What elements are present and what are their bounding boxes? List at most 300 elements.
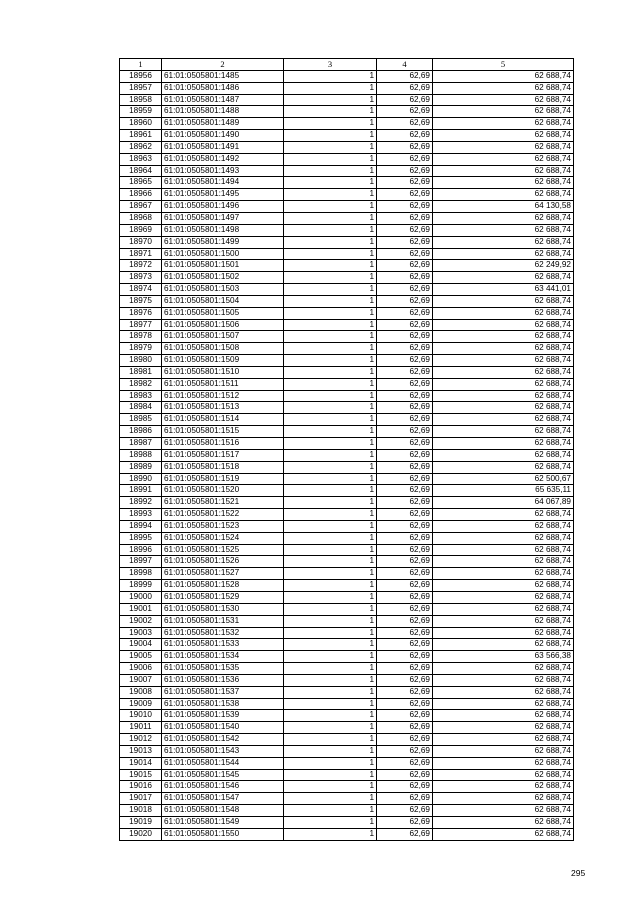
cadastral-number-cell: 61:01:0505801:1492 bbox=[162, 153, 284, 165]
table-row bbox=[120, 177, 574, 189]
count-cell: 1 bbox=[284, 568, 377, 580]
table-row bbox=[120, 757, 574, 769]
cadastral-number-cell: 61:01:0505801:1543 bbox=[162, 745, 284, 757]
area-cell: 62,69 bbox=[377, 130, 433, 142]
cadastral-number-cell: 61:01:0505801:1494 bbox=[162, 177, 284, 189]
table-row bbox=[120, 603, 574, 615]
row-number-cell: 18961 bbox=[120, 130, 162, 142]
table-row bbox=[120, 509, 574, 521]
area-cell: 62,69 bbox=[377, 272, 433, 284]
row-number-cell: 19005 bbox=[120, 651, 162, 663]
cadastral-number-cell: 61:01:0505801:1505 bbox=[162, 307, 284, 319]
table-row bbox=[120, 639, 574, 651]
table-row bbox=[120, 580, 574, 592]
cadastral-number-cell: 61:01:0505801:1512 bbox=[162, 390, 284, 402]
table-row bbox=[120, 520, 574, 532]
table-row bbox=[120, 141, 574, 153]
area-cell: 62,69 bbox=[377, 544, 433, 556]
row-number-cell: 19016 bbox=[120, 781, 162, 793]
cadastral-number-cell: 61:01:0505801:1521 bbox=[162, 497, 284, 509]
count-cell: 1 bbox=[284, 793, 377, 805]
value-cell: 62 688,74 bbox=[433, 568, 574, 580]
value-cell: 62 688,74 bbox=[433, 817, 574, 829]
value-cell: 62 249,92 bbox=[433, 260, 574, 272]
area-cell: 62,69 bbox=[377, 520, 433, 532]
table-row bbox=[120, 260, 574, 272]
table-row bbox=[120, 734, 574, 746]
count-cell: 1 bbox=[284, 461, 377, 473]
area-cell: 62,69 bbox=[377, 414, 433, 426]
table-row bbox=[120, 307, 574, 319]
table-header-row bbox=[120, 59, 574, 71]
area-cell: 62,69 bbox=[377, 94, 433, 106]
cadastral-number-cell: 61:01:0505801:1509 bbox=[162, 355, 284, 367]
row-number-cell: 18995 bbox=[120, 532, 162, 544]
count-cell: 1 bbox=[284, 828, 377, 840]
count-cell: 1 bbox=[284, 485, 377, 497]
count-cell: 1 bbox=[284, 663, 377, 675]
value-cell: 62 688,74 bbox=[433, 580, 574, 592]
value-cell: 62 688,74 bbox=[433, 722, 574, 734]
table-row bbox=[120, 355, 574, 367]
registry-table bbox=[119, 58, 574, 841]
row-number-cell: 18964 bbox=[120, 165, 162, 177]
value-cell: 62 688,74 bbox=[433, 615, 574, 627]
table-row bbox=[120, 201, 574, 213]
table-row bbox=[120, 319, 574, 331]
table-body bbox=[120, 70, 574, 840]
cadastral-number-cell: 61:01:0505801:1510 bbox=[162, 366, 284, 378]
value-cell: 62 688,74 bbox=[433, 674, 574, 686]
value-cell: 63 441,01 bbox=[433, 284, 574, 296]
row-number-cell: 19001 bbox=[120, 603, 162, 615]
count-cell: 1 bbox=[284, 212, 377, 224]
area-cell: 62,69 bbox=[377, 378, 433, 390]
count-cell: 1 bbox=[284, 295, 377, 307]
cadastral-number-cell: 61:01:0505801:1533 bbox=[162, 639, 284, 651]
row-number-cell: 19015 bbox=[120, 769, 162, 781]
count-cell: 1 bbox=[284, 509, 377, 521]
cadastral-number-cell: 61:01:0505801:1547 bbox=[162, 793, 284, 805]
cadastral-number-cell: 61:01:0505801:1536 bbox=[162, 674, 284, 686]
cadastral-number-cell: 61:01:0505801:1511 bbox=[162, 378, 284, 390]
count-cell: 1 bbox=[284, 94, 377, 106]
area-cell: 62,69 bbox=[377, 319, 433, 331]
count-cell: 1 bbox=[284, 130, 377, 142]
row-number-cell: 18978 bbox=[120, 331, 162, 343]
area-cell: 62,69 bbox=[377, 793, 433, 805]
cadastral-number-cell: 61:01:0505801:1529 bbox=[162, 591, 284, 603]
value-cell: 62 688,74 bbox=[433, 355, 574, 367]
count-cell: 1 bbox=[284, 260, 377, 272]
count-cell: 1 bbox=[284, 165, 377, 177]
table-row bbox=[120, 485, 574, 497]
value-cell: 62 688,74 bbox=[433, 272, 574, 284]
row-number-cell: 18976 bbox=[120, 307, 162, 319]
cadastral-number-cell: 61:01:0505801:1518 bbox=[162, 461, 284, 473]
row-number-cell: 18999 bbox=[120, 580, 162, 592]
row-number-cell: 18989 bbox=[120, 461, 162, 473]
count-cell: 1 bbox=[284, 189, 377, 201]
value-cell: 62 688,74 bbox=[433, 461, 574, 473]
value-cell: 62 688,74 bbox=[433, 805, 574, 817]
area-cell: 62,69 bbox=[377, 236, 433, 248]
cadastral-number-cell: 61:01:0505801:1548 bbox=[162, 805, 284, 817]
cadastral-number-cell: 61:01:0505801:1540 bbox=[162, 722, 284, 734]
column-header: 2 bbox=[162, 59, 284, 71]
count-cell: 1 bbox=[284, 698, 377, 710]
count-cell: 1 bbox=[284, 639, 377, 651]
count-cell: 1 bbox=[284, 615, 377, 627]
value-cell: 62 688,74 bbox=[433, 177, 574, 189]
row-number-cell: 18968 bbox=[120, 212, 162, 224]
table-row bbox=[120, 769, 574, 781]
row-number-cell: 18991 bbox=[120, 485, 162, 497]
count-cell: 1 bbox=[284, 544, 377, 556]
table-row bbox=[120, 817, 574, 829]
row-number-cell: 18985 bbox=[120, 414, 162, 426]
column-header: 5 bbox=[433, 59, 574, 71]
cadastral-number-cell: 61:01:0505801:1528 bbox=[162, 580, 284, 592]
area-cell: 62,69 bbox=[377, 674, 433, 686]
area-cell: 62,69 bbox=[377, 497, 433, 509]
column-header: 4 bbox=[377, 59, 433, 71]
table-row bbox=[120, 189, 574, 201]
area-cell: 62,69 bbox=[377, 165, 433, 177]
cadastral-number-cell: 61:01:0505801:1523 bbox=[162, 520, 284, 532]
area-cell: 62,69 bbox=[377, 355, 433, 367]
area-cell: 62,69 bbox=[377, 769, 433, 781]
value-cell: 62 688,74 bbox=[433, 686, 574, 698]
count-cell: 1 bbox=[284, 556, 377, 568]
row-number-cell: 19009 bbox=[120, 698, 162, 710]
area-cell: 62,69 bbox=[377, 627, 433, 639]
cadastral-number-cell: 61:01:0505801:1499 bbox=[162, 236, 284, 248]
cadastral-number-cell: 61:01:0505801:1496 bbox=[162, 201, 284, 213]
value-cell: 62 688,74 bbox=[433, 307, 574, 319]
count-cell: 1 bbox=[284, 473, 377, 485]
area-cell: 62,69 bbox=[377, 663, 433, 675]
cadastral-number-cell: 61:01:0505801:1519 bbox=[162, 473, 284, 485]
area-cell: 62,69 bbox=[377, 212, 433, 224]
table-row bbox=[120, 461, 574, 473]
table-row bbox=[120, 698, 574, 710]
count-cell: 1 bbox=[284, 520, 377, 532]
table-row bbox=[120, 615, 574, 627]
count-cell: 1 bbox=[284, 591, 377, 603]
cadastral-number-cell: 61:01:0505801:1508 bbox=[162, 343, 284, 355]
cadastral-number-cell: 61:01:0505801:1520 bbox=[162, 485, 284, 497]
cadastral-number-cell: 61:01:0505801:1537 bbox=[162, 686, 284, 698]
value-cell: 63 566,38 bbox=[433, 651, 574, 663]
row-number-cell: 19018 bbox=[120, 805, 162, 817]
table-row bbox=[120, 710, 574, 722]
area-cell: 62,69 bbox=[377, 284, 433, 296]
row-number-cell: 19004 bbox=[120, 639, 162, 651]
area-cell: 62,69 bbox=[377, 82, 433, 94]
area-cell: 62,69 bbox=[377, 817, 433, 829]
count-cell: 1 bbox=[284, 734, 377, 746]
area-cell: 62,69 bbox=[377, 734, 433, 746]
count-cell: 1 bbox=[284, 769, 377, 781]
area-cell: 62,69 bbox=[377, 449, 433, 461]
cadastral-number-cell: 61:01:0505801:1485 bbox=[162, 70, 284, 82]
cadastral-number-cell: 61:01:0505801:1527 bbox=[162, 568, 284, 580]
table-row bbox=[120, 651, 574, 663]
area-cell: 62,69 bbox=[377, 485, 433, 497]
value-cell: 62 688,74 bbox=[433, 82, 574, 94]
cadastral-number-cell: 61:01:0505801:1530 bbox=[162, 603, 284, 615]
row-number-cell: 19013 bbox=[120, 745, 162, 757]
row-number-cell: 18972 bbox=[120, 260, 162, 272]
table-row bbox=[120, 781, 574, 793]
table-row bbox=[120, 212, 574, 224]
table-row bbox=[120, 473, 574, 485]
cadastral-number-cell: 61:01:0505801:1544 bbox=[162, 757, 284, 769]
area-cell: 62,69 bbox=[377, 532, 433, 544]
count-cell: 1 bbox=[284, 390, 377, 402]
value-cell: 62 688,74 bbox=[433, 591, 574, 603]
count-cell: 1 bbox=[284, 414, 377, 426]
count-cell: 1 bbox=[284, 627, 377, 639]
count-cell: 1 bbox=[284, 674, 377, 686]
area-cell: 62,69 bbox=[377, 307, 433, 319]
cadastral-number-cell: 61:01:0505801:1522 bbox=[162, 509, 284, 521]
area-cell: 62,69 bbox=[377, 757, 433, 769]
table-row bbox=[120, 556, 574, 568]
row-number-cell: 19006 bbox=[120, 663, 162, 675]
table-row bbox=[120, 153, 574, 165]
cadastral-number-cell: 61:01:0505801:1550 bbox=[162, 828, 284, 840]
count-cell: 1 bbox=[284, 745, 377, 757]
count-cell: 1 bbox=[284, 343, 377, 355]
area-cell: 62,69 bbox=[377, 343, 433, 355]
count-cell: 1 bbox=[284, 817, 377, 829]
cadastral-number-cell: 61:01:0505801:1514 bbox=[162, 414, 284, 426]
value-cell: 62 688,74 bbox=[433, 532, 574, 544]
row-number-cell: 18973 bbox=[120, 272, 162, 284]
row-number-cell: 18969 bbox=[120, 224, 162, 236]
area-cell: 62,69 bbox=[377, 141, 433, 153]
cadastral-number-cell: 61:01:0505801:1531 bbox=[162, 615, 284, 627]
row-number-cell: 18956 bbox=[120, 70, 162, 82]
cadastral-number-cell: 61:01:0505801:1517 bbox=[162, 449, 284, 461]
value-cell: 62 688,74 bbox=[433, 366, 574, 378]
row-number-cell: 19003 bbox=[120, 627, 162, 639]
row-number-cell: 19008 bbox=[120, 686, 162, 698]
row-number-cell: 19019 bbox=[120, 817, 162, 829]
cadastral-number-cell: 61:01:0505801:1491 bbox=[162, 141, 284, 153]
area-cell: 62,69 bbox=[377, 615, 433, 627]
table-row bbox=[120, 366, 574, 378]
area-cell: 62,69 bbox=[377, 805, 433, 817]
count-cell: 1 bbox=[284, 722, 377, 734]
row-number-cell: 18974 bbox=[120, 284, 162, 296]
cadastral-number-cell: 61:01:0505801:1502 bbox=[162, 272, 284, 284]
cadastral-number-cell: 61:01:0505801:1490 bbox=[162, 130, 284, 142]
area-cell: 62,69 bbox=[377, 438, 433, 450]
value-cell: 62 688,74 bbox=[433, 603, 574, 615]
area-cell: 62,69 bbox=[377, 331, 433, 343]
table-row bbox=[120, 449, 574, 461]
table-row bbox=[120, 130, 574, 142]
cadastral-number-cell: 61:01:0505801:1513 bbox=[162, 402, 284, 414]
area-cell: 62,69 bbox=[377, 189, 433, 201]
row-number-cell: 18975 bbox=[120, 295, 162, 307]
cadastral-number-cell: 61:01:0505801:1524 bbox=[162, 532, 284, 544]
cadastral-number-cell: 61:01:0505801:1495 bbox=[162, 189, 284, 201]
cadastral-number-cell: 61:01:0505801:1546 bbox=[162, 781, 284, 793]
table-row bbox=[120, 82, 574, 94]
area-cell: 62,69 bbox=[377, 366, 433, 378]
row-number-cell: 18957 bbox=[120, 82, 162, 94]
area-cell: 62,69 bbox=[377, 224, 433, 236]
value-cell: 62 688,74 bbox=[433, 248, 574, 260]
count-cell: 1 bbox=[284, 651, 377, 663]
cadastral-number-cell: 61:01:0505801:1501 bbox=[162, 260, 284, 272]
count-cell: 1 bbox=[284, 177, 377, 189]
cadastral-number-cell: 61:01:0505801:1489 bbox=[162, 118, 284, 130]
value-cell: 62 688,74 bbox=[433, 165, 574, 177]
cadastral-number-cell: 61:01:0505801:1545 bbox=[162, 769, 284, 781]
row-number-cell: 18960 bbox=[120, 118, 162, 130]
table-row bbox=[120, 591, 574, 603]
row-number-cell: 18993 bbox=[120, 509, 162, 521]
row-number-cell: 18992 bbox=[120, 497, 162, 509]
value-cell: 62 688,74 bbox=[433, 70, 574, 82]
count-cell: 1 bbox=[284, 272, 377, 284]
row-number-cell: 18997 bbox=[120, 556, 162, 568]
count-cell: 1 bbox=[284, 355, 377, 367]
area-cell: 62,69 bbox=[377, 118, 433, 130]
value-cell: 62 688,74 bbox=[433, 520, 574, 532]
cadastral-number-cell: 61:01:0505801:1504 bbox=[162, 295, 284, 307]
table-row bbox=[120, 106, 574, 118]
value-cell: 62 688,74 bbox=[433, 141, 574, 153]
area-cell: 62,69 bbox=[377, 201, 433, 213]
value-cell: 62 688,74 bbox=[433, 793, 574, 805]
value-cell: 62 688,74 bbox=[433, 212, 574, 224]
row-number-cell: 18996 bbox=[120, 544, 162, 556]
value-cell: 62 688,74 bbox=[433, 402, 574, 414]
page-number: 295 bbox=[571, 868, 586, 878]
row-number-cell: 18982 bbox=[120, 378, 162, 390]
count-cell: 1 bbox=[284, 106, 377, 118]
table-row bbox=[120, 236, 574, 248]
count-cell: 1 bbox=[284, 284, 377, 296]
area-cell: 62,69 bbox=[377, 70, 433, 82]
cadastral-number-cell: 61:01:0505801:1525 bbox=[162, 544, 284, 556]
row-number-cell: 18979 bbox=[120, 343, 162, 355]
table-row bbox=[120, 663, 574, 675]
count-cell: 1 bbox=[284, 82, 377, 94]
count-cell: 1 bbox=[284, 805, 377, 817]
area-cell: 62,69 bbox=[377, 639, 433, 651]
row-number-cell: 18986 bbox=[120, 426, 162, 438]
value-cell: 62 688,74 bbox=[433, 710, 574, 722]
table-row bbox=[120, 497, 574, 509]
table-row bbox=[120, 402, 574, 414]
area-cell: 62,69 bbox=[377, 745, 433, 757]
table-row bbox=[120, 793, 574, 805]
value-cell: 62 688,74 bbox=[433, 509, 574, 521]
count-cell: 1 bbox=[284, 426, 377, 438]
cadastral-number-cell: 61:01:0505801:1535 bbox=[162, 663, 284, 675]
count-cell: 1 bbox=[284, 497, 377, 509]
table-row bbox=[120, 224, 574, 236]
value-cell: 62 688,74 bbox=[433, 438, 574, 450]
cadastral-number-cell: 61:01:0505801:1497 bbox=[162, 212, 284, 224]
table-row bbox=[120, 686, 574, 698]
area-cell: 62,69 bbox=[377, 580, 433, 592]
cadastral-number-cell: 61:01:0505801:1506 bbox=[162, 319, 284, 331]
row-number-cell: 18959 bbox=[120, 106, 162, 118]
value-cell: 62 688,74 bbox=[433, 331, 574, 343]
value-cell: 62 500,67 bbox=[433, 473, 574, 485]
row-number-cell: 19010 bbox=[120, 710, 162, 722]
cadastral-number-cell: 61:01:0505801:1503 bbox=[162, 284, 284, 296]
area-cell: 62,69 bbox=[377, 556, 433, 568]
cadastral-number-cell: 61:01:0505801:1486 bbox=[162, 82, 284, 94]
cadastral-number-cell: 61:01:0505801:1549 bbox=[162, 817, 284, 829]
row-number-cell: 18966 bbox=[120, 189, 162, 201]
count-cell: 1 bbox=[284, 236, 377, 248]
table-row bbox=[120, 674, 574, 686]
row-number-cell: 19000 bbox=[120, 591, 162, 603]
row-number-cell: 18980 bbox=[120, 355, 162, 367]
area-cell: 62,69 bbox=[377, 722, 433, 734]
table-row bbox=[120, 118, 574, 130]
count-cell: 1 bbox=[284, 319, 377, 331]
table-row bbox=[120, 532, 574, 544]
value-cell: 62 688,74 bbox=[433, 295, 574, 307]
cadastral-number-cell: 61:01:0505801:1526 bbox=[162, 556, 284, 568]
row-number-cell: 18988 bbox=[120, 449, 162, 461]
table-row bbox=[120, 331, 574, 343]
value-cell: 62 688,74 bbox=[433, 153, 574, 165]
count-cell: 1 bbox=[284, 153, 377, 165]
value-cell: 62 688,74 bbox=[433, 769, 574, 781]
table-row bbox=[120, 414, 574, 426]
row-number-cell: 19007 bbox=[120, 674, 162, 686]
table-row bbox=[120, 165, 574, 177]
row-number-cell: 19020 bbox=[120, 828, 162, 840]
area-cell: 62,69 bbox=[377, 153, 433, 165]
value-cell: 62 688,74 bbox=[433, 236, 574, 248]
cadastral-number-cell: 61:01:0505801:1515 bbox=[162, 426, 284, 438]
value-cell: 62 688,74 bbox=[433, 224, 574, 236]
area-cell: 62,69 bbox=[377, 295, 433, 307]
row-number-cell: 18971 bbox=[120, 248, 162, 260]
table-row bbox=[120, 378, 574, 390]
value-cell: 62 688,74 bbox=[433, 556, 574, 568]
table-row bbox=[120, 426, 574, 438]
count-cell: 1 bbox=[284, 224, 377, 236]
value-cell: 62 688,74 bbox=[433, 118, 574, 130]
value-cell: 62 688,74 bbox=[433, 757, 574, 769]
area-cell: 62,69 bbox=[377, 698, 433, 710]
value-cell: 62 688,74 bbox=[433, 734, 574, 746]
value-cell: 64 067,89 bbox=[433, 497, 574, 509]
area-cell: 62,69 bbox=[377, 461, 433, 473]
row-number-cell: 19002 bbox=[120, 615, 162, 627]
row-number-cell: 18983 bbox=[120, 390, 162, 402]
row-number-cell: 18962 bbox=[120, 141, 162, 153]
count-cell: 1 bbox=[284, 402, 377, 414]
count-cell: 1 bbox=[284, 307, 377, 319]
row-number-cell: 18981 bbox=[120, 366, 162, 378]
count-cell: 1 bbox=[284, 757, 377, 769]
